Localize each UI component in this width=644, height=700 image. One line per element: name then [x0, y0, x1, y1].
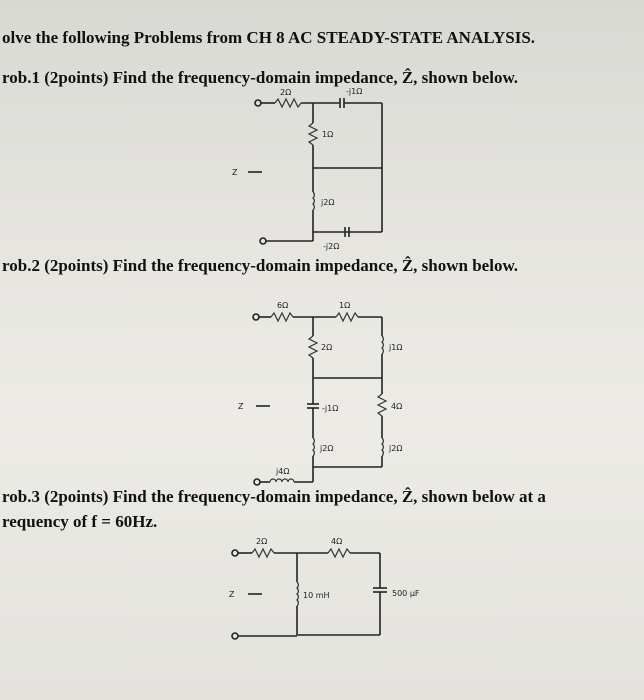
worksheet-heading: olve the following Problems from CH 8 AC STEADY-STATE ANALYSIS.: [2, 28, 536, 47]
terminal-top: [232, 550, 238, 556]
label-z: Z: [229, 590, 235, 599]
label-j1: j1Ω: [389, 343, 403, 352]
inductor-j2-right: [382, 438, 383, 456]
inductor-j4: [270, 479, 294, 482]
inductor-j2: [313, 192, 314, 210]
terminal-bottom: [260, 238, 266, 244]
label-10mh: 10 mH: [303, 591, 330, 600]
terminal-bottom: [254, 479, 260, 485]
label-6ohm: 6Ω: [277, 301, 289, 310]
label-z: Z: [232, 168, 238, 177]
label-500uf: 500 μF: [392, 589, 420, 598]
terminal-bottom: [232, 633, 238, 639]
label-neg-j1: -j1Ω: [322, 404, 339, 413]
label-neg-j1: -j1Ω: [346, 87, 363, 96]
label-2ohm: 2Ω: [280, 88, 292, 97]
label-neg-j2: -j2Ω: [323, 242, 340, 251]
resistor-2ohm: [309, 336, 317, 358]
label-z: Z: [238, 402, 244, 411]
terminal-top: [253, 314, 259, 320]
label-1ohm: 1Ω: [339, 301, 351, 310]
inductor-j2-left: [313, 438, 314, 456]
label-2ohm: 2Ω: [256, 537, 268, 546]
inductor-10mh: [297, 582, 298, 606]
label-j2-left: j2Ω: [320, 444, 334, 453]
resistor-4ohm: [328, 549, 350, 557]
resistor-1ohm: [336, 313, 358, 321]
label-2ohm: 2Ω: [321, 343, 333, 352]
label-1ohm: 1Ω: [322, 130, 334, 139]
circuit-3: [229, 537, 420, 639]
problem-2-title: rob.2 (2points) Find the frequency-domain impedance, Ẑ, shown below.: [2, 256, 519, 275]
label-4ohm: 4Ω: [331, 537, 343, 546]
resistor-2ohm: [252, 549, 274, 557]
label-4ohm: 4Ω: [391, 402, 403, 411]
resistor-2ohm: [275, 99, 301, 107]
resistor-6ohm: [271, 313, 293, 321]
problem-1-title: rob.1 (2points) Find the frequency-domain impedance, Ẑ, shown below.: [2, 68, 519, 87]
terminal-top: [255, 100, 261, 106]
label-j2: j2Ω: [321, 198, 335, 207]
circuit-2: [238, 301, 402, 485]
resistor-1ohm: [309, 123, 317, 145]
label-j2-right: j2Ω: [389, 444, 403, 453]
inductor-j1: [382, 336, 383, 354]
resistor-4ohm: [378, 394, 386, 416]
problem-3-title-line2: requency of f = 60Hz.: [2, 512, 158, 531]
circuit-1: [232, 87, 382, 251]
label-j4: j4Ω: [276, 467, 290, 476]
problem-3-title-line1: rob.3 (2points) Find the frequency-domain impedance, Ẑ, shown below at a: [2, 487, 546, 506]
